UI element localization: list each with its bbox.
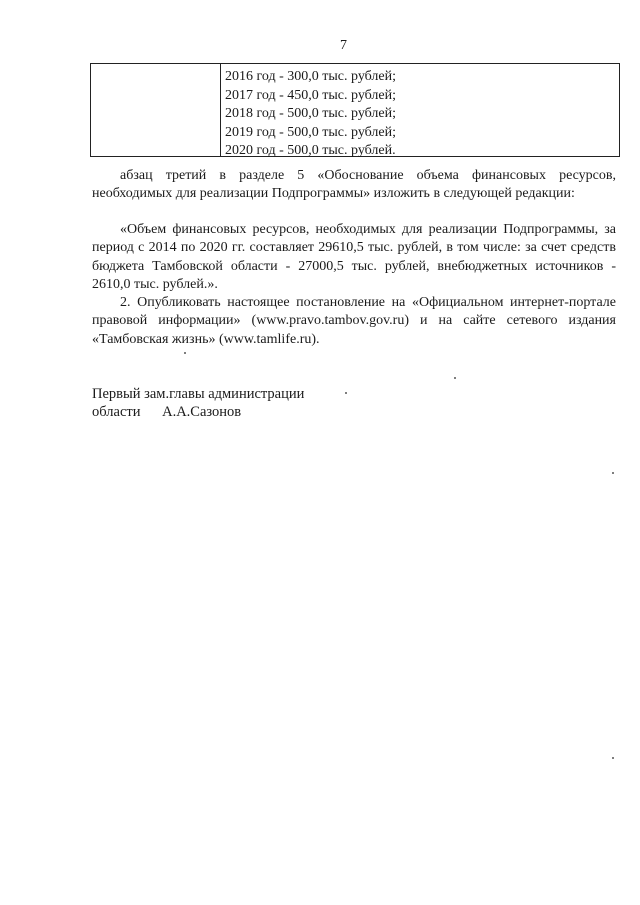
scan-speck — [612, 472, 614, 474]
signatory-region: области — [92, 404, 141, 420]
budget-row-2017: 2017 год - 450,0 тыс. рублей; — [225, 87, 397, 103]
scan-speck — [454, 377, 456, 379]
signature-block — [92, 385, 304, 421]
paragraph-financing-volume — [92, 221, 616, 295]
paragraph-section5-intro — [92, 167, 616, 204]
budget-row-2020: 2020 год - 500,0 тыс. рублей. — [225, 143, 396, 158]
paragraph-publish — [92, 294, 616, 349]
budget-table — [90, 63, 620, 157]
signatory-line2 — [92, 403, 304, 421]
signatory-title: Первый зам.главы администрации — [92, 386, 305, 402]
signatory-name: А.А.Сазонов — [162, 404, 242, 420]
scan-speck — [345, 392, 347, 394]
budget-row-2019: 2019 год - 500,0 тыс. рублей; — [225, 124, 397, 140]
page-number: 7 — [340, 38, 347, 53]
paragraph-text: «Объем финансовых ресурсов, необходимых для реализации Подпрограммы, за период с 2014 по 2020 гг. составляет 29610,5 тыс. рублей, в том числе: за счет средств бюджета Тамбовской области - 27000,5 тыс. рублей, внебюджетных источников - 2610,0 тыс. рублей.». — [92, 222, 616, 293]
scan-speck — [184, 352, 186, 354]
budget-row-2018: 2018 год - 500,0 тыс. рублей; — [225, 106, 397, 121]
paragraph-text: 2. Опубликовать настоящее постановление на «Официальном интернет-портале правовой информации» (www.pravo.tambov.gov.ru) и на сайте сетевого издания «Тамбовская жизнь» (www.tamlife.ru). — [92, 295, 616, 347]
table-right-cell — [221, 64, 619, 156]
scan-speck — [612, 757, 614, 759]
paragraph-text: абзац третий в разделе 5 «Обоснование объема финансовых ресурсов, необходимых для реализации Подпрограммы» изложить в следующей редакции: — [92, 168, 616, 202]
budget-row-2016: 2016 год - 300,0 тыс. рублей; — [225, 69, 397, 84]
table-left-cell — [91, 64, 221, 156]
